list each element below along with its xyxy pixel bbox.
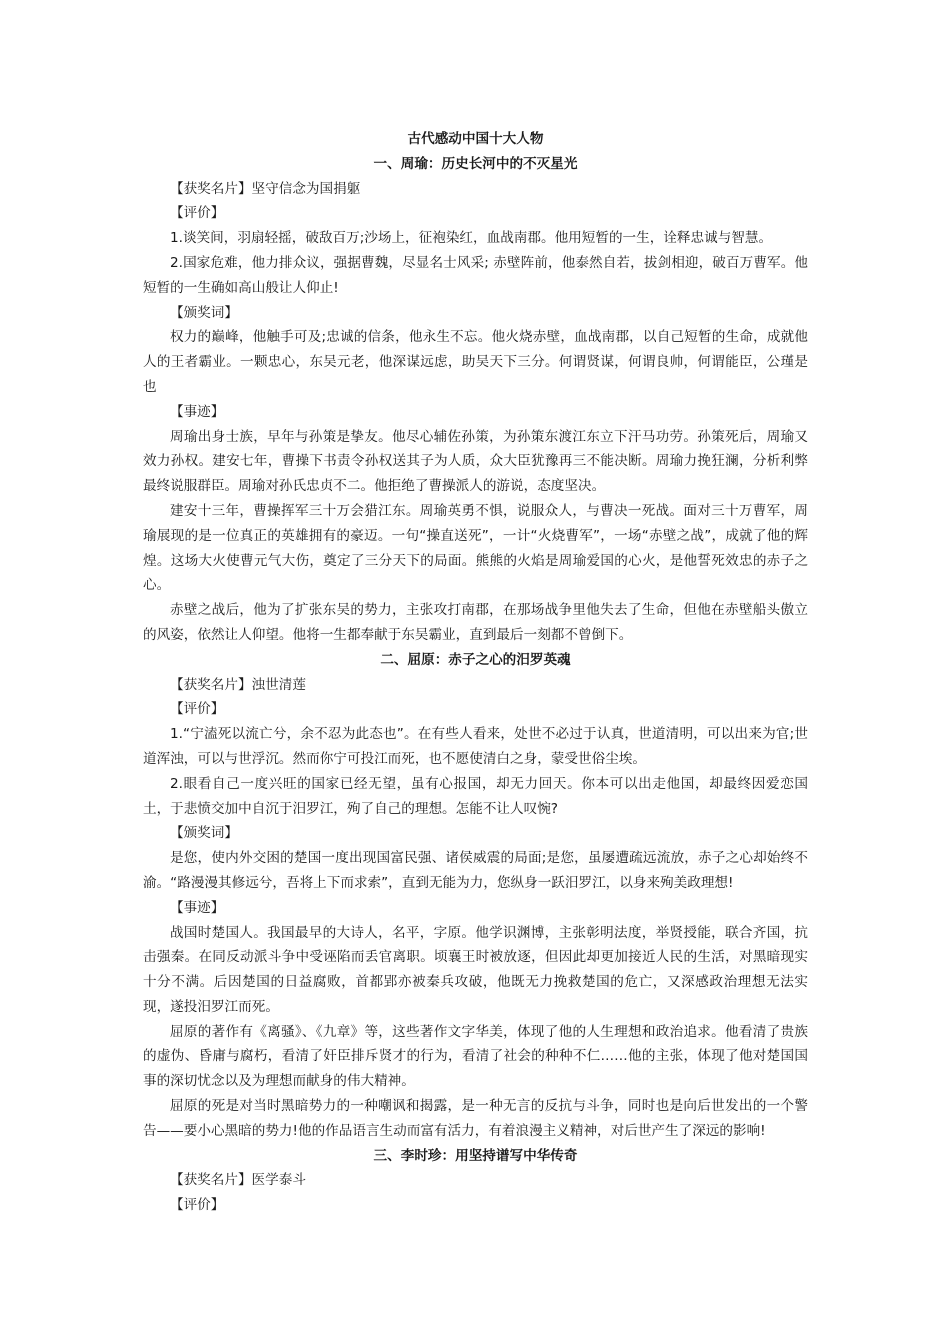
evaluation-paragraph: 1.“宁溘死以流亡兮，余不忍为此态也”。在有些人看来，处世不必过于认真，世道清明，可以出来为官;世道浑浊，可以与世浮沉。然而你宁可投江而死，也不愿使清白之身，蒙受世俗尘埃。 <box>143 726 808 767</box>
section-heading: 三、李时珍：用坚持谱写中华传奇 <box>373 1147 578 1164</box>
document-title: 古代感动中国十大人物 <box>407 131 544 147</box>
deeds-label: 【事迹】 <box>170 899 225 916</box>
section-heading: 二、屈原：赤子之心的汨罗英魂 <box>380 651 571 668</box>
evaluation-paragraph: 2.国家危难，他力排众议，强据曹魏，尽显名士风采; 赤壁阵前，他泰然自若，拔剑相迎，破百万曹军。他短暂的一生确如高山般让人仰止! <box>143 254 808 296</box>
deeds-paragraph: 屈原的著作有《离骚》、《九章》等，这些著作文字华美，体现了他的人生理想和政治追求。他看清了贵族的虚伪、昏庸与腐朽，看清了奸臣排斥贤才的行为，看清了社会的种种不仁……他的主张，体现了他对楚国国事的深切忧念以及为理想而献身的伟大精神。 <box>143 1023 808 1090</box>
award-card: 【获奖名片】医学泰斗 <box>170 1172 306 1189</box>
deeds-paragraph: 战国时楚国人。我国最早的大诗人，名平，字原。他学识渊博，主张彰明法度，举贤授能，联合齐国，抗击强秦。在同反动派斗争中受诬陷而丢官离职。顷襄王时被放逐，但因此却更加接近人民的生活，对黑暗现实十分不满。后因楚国的日益腐败，首都郢亦被秦兵攻破，他既无力挽救楚国的危亡，又深感政治理想无法实现，遂投汨罗江而死。 <box>143 924 808 1015</box>
award-speech-label: 【颁奖词】 <box>170 825 238 842</box>
award-card: 【获奖名片】坚守信念为国捐躯 <box>170 180 361 197</box>
award-speech-label: 【颁奖词】 <box>170 304 238 321</box>
evaluation-paragraph: 2.眼看自己一度兴旺的国家已经无望，虽有心报国，却无力回天。你本可以出走他国，却最终因爱恋国土，于悲愤交加中自沉于汨罗江，殉了自己的理想。怎能不让人叹惋? <box>143 775 808 817</box>
deeds-paragraph: 屈原的死是对当时黑暗势力的一种嘲讽和揭露，是一种无言的反抗与斗争，同时也是向后世发出的一个警告——要小心黑暗的势力!他的作品语言生动而富有活力，有着浪漫主义精神，对后世产生了深远的影响! <box>143 1098 808 1139</box>
document-page <box>143 127 808 1218</box>
award-card: 【获奖名片】浊世清莲 <box>170 676 306 693</box>
evaluation-paragraph: 1.谈笑间，羽扇轻摇，破敌百万;沙场上，征袍染红，血战南郡。他用短暂的一生，诠释忠诚与智慧。 <box>170 230 773 247</box>
evaluation-label: 【评价】 <box>170 1197 225 1214</box>
section-heading: 一、周瑜：历史长河中的不灭星光 <box>373 155 578 172</box>
evaluation-label: 【评价】 <box>170 701 225 718</box>
evaluation-label: 【评价】 <box>170 205 225 222</box>
award-speech-paragraph: 是您，使内外交困的楚国一度出现国富民强、诸侯威震的局面;是您，虽屡遭疏远流放，赤子之心却始终不渝。“路漫漫其修远兮，吾将上下而求索”，直到无能为力，您纵身一跃汨罗江，以身来殉美政理想! <box>143 850 808 891</box>
deeds-paragraph: 建安十三年，曹操挥军三十万会猎江东。周瑜英勇不惧，说服众人，与曹决一死战。面对三十万曹军，周瑜展现的是一位真正的英雄拥有的豪迈。一句“操直送死”，一计“火烧曹军”，一场“赤壁之战”，成就了他的辉煌。这场大火使曹元气大伤，奠定了三分天下的局面。熊熊的火焰是周瑜爱国的心火，是他誓死效忠的赤子之心。 <box>143 502 808 594</box>
deeds-label: 【事迹】 <box>170 403 225 420</box>
deeds-paragraph: 赤壁之战后，他为了扩张东吴的势力，主张攻打南郡，在那场战争里他失去了生命，但他在赤壁船头傲立的风姿，依然让人仰望。他将一生都奉献于东吴霸业，直到最后一刻都不曾倒下。 <box>143 602 808 643</box>
deeds-paragraph: 周瑜出身士族，早年与孙策是挚友。他尽心辅佐孙策，为孙策东渡江东立下汗马功劳。孙策死后，周瑜又效力孙权。建安七年，曹操下书责令孙权送其子为人质，众大臣犹豫再三不能决断。周瑜力挽狂澜，分析利弊最终说服群臣。周瑜对孙氏忠贞不二。他拒绝了曹操派人的游说，态度坚决。 <box>143 428 808 495</box>
award-speech-paragraph: 权力的巅峰，他触手可及;忠诚的信条，他永生不忘。他火烧赤壁，血战南郡，以自己短暂的生命，成就他人的王者霸业。一颗忠心，东吴元老，他深谋远虑，助吴天下三分。何谓贤谋，何谓良帅，何谓能臣，公瑾是也 <box>143 329 808 395</box>
